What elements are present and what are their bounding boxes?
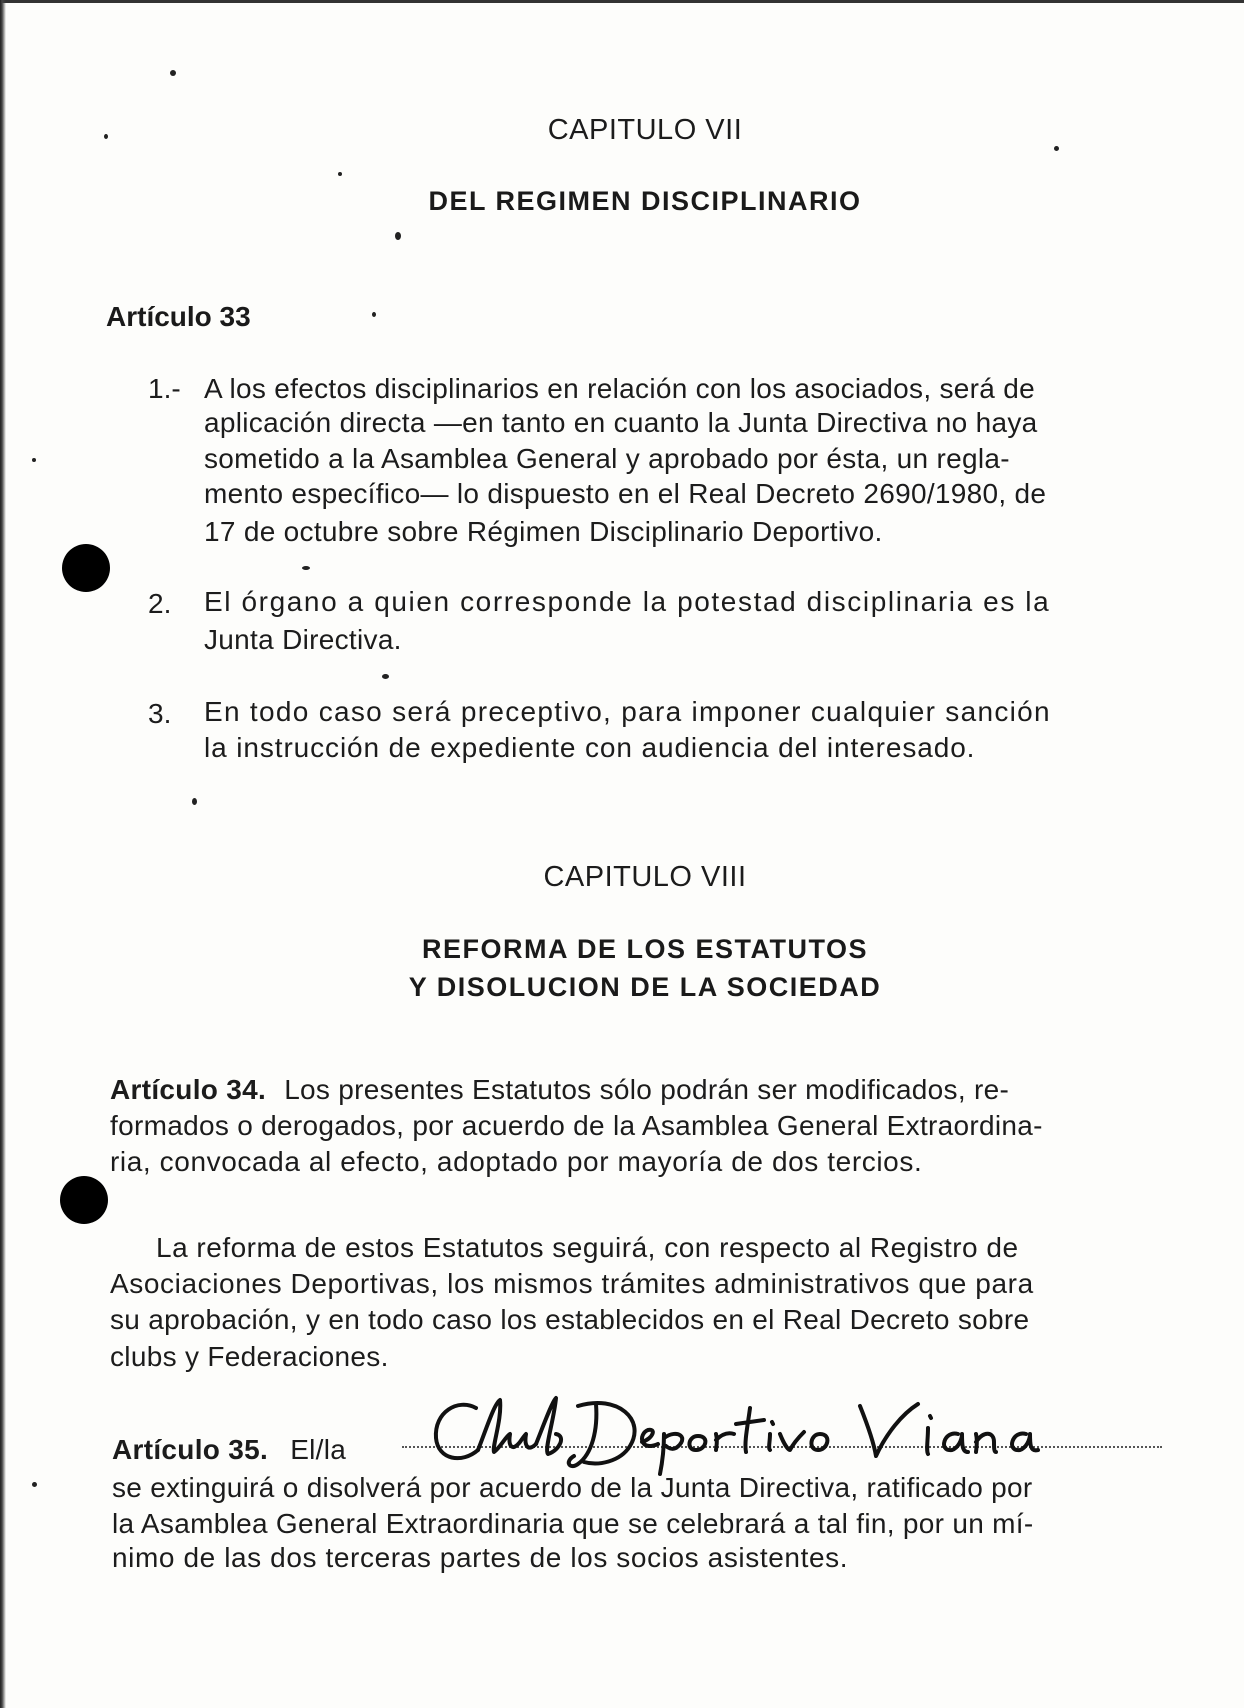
article-33-heading: Artículo 33 bbox=[106, 301, 251, 332]
chapter-8-title-line-2: Y DISOLUCION DE LA SOCIEDAD bbox=[408, 972, 882, 1002]
punch-hole-top bbox=[62, 544, 110, 592]
scan-speck bbox=[395, 232, 401, 240]
article-34-label: Artículo 34. bbox=[110, 1074, 267, 1105]
scan-speck bbox=[170, 70, 176, 76]
handwritten-club-name bbox=[428, 1390, 1048, 1480]
article-34-text-1: Los presentes Estatutos sólo podrán ser modificados, re- bbox=[284, 1074, 1010, 1105]
article-34-para2-line-3: su aprobación, y en todo caso los establecidos en el Real Decreto sobre bbox=[110, 1304, 1030, 1335]
scan-speck bbox=[192, 798, 197, 805]
punch-hole-bottom bbox=[60, 1176, 108, 1224]
item-3-line-1: En todo caso será preceptivo, para imponer cualquier sanción bbox=[204, 696, 1051, 727]
item-2-number: 2. bbox=[148, 588, 172, 619]
article-34-para2-line-2: Asociaciones Deportivas, los mismos trámites administrativos que para bbox=[110, 1268, 1034, 1299]
article-35-line-3: la Asamblea General Extraordinaria que se celebrará a tal fin, por un mí- bbox=[112, 1508, 1034, 1539]
item-2-line-1: El órgano a quien corresponde la potestad disciplinaria es la bbox=[204, 586, 1051, 617]
article-34-line-3: ria, convocada al efecto, adoptado por mayoría de dos tercios. bbox=[110, 1146, 923, 1177]
scan-speck bbox=[32, 1482, 37, 1487]
scan-speck bbox=[302, 566, 310, 570]
article-34-para2-line-4: clubs y Federaciones. bbox=[110, 1341, 389, 1372]
chapter-8-heading: CAPITULO VIII bbox=[543, 861, 747, 893]
article-34-line-1 bbox=[110, 1074, 1009, 1106]
page-top-edge bbox=[0, 0, 1244, 3]
chapter-7-heading: CAPITULO VII bbox=[547, 114, 743, 146]
item-1-number: 1.- bbox=[148, 373, 181, 404]
item-1-line-4: mento específico— lo dispuesto en el Real Decreto 2690/1980, de bbox=[204, 478, 1047, 509]
item-1-line-5: 17 de octubre sobre Régimen Disciplinario Deportivo. bbox=[204, 516, 883, 547]
item-3-number: 3. bbox=[148, 698, 172, 729]
article-35-label: Artículo 35. bbox=[112, 1434, 269, 1465]
article-35-line-1 bbox=[112, 1434, 346, 1466]
article-35-line-2: se extinguirá o disolverá por acuerdo de la Junta Directiva, ratificado por bbox=[112, 1472, 1033, 1503]
scan-speck bbox=[32, 458, 36, 462]
article-34-para2-line-1: La reforma de estos Estatutos seguirá, con respecto al Registro de bbox=[156, 1232, 1019, 1263]
item-2-line-2: Junta Directiva. bbox=[204, 624, 402, 655]
article-34-line-2: formados o derogados, por acuerdo de la Asamblea General Extraordina- bbox=[110, 1110, 1043, 1141]
item-1-line-3: sometido a la Asamblea General y aprobado por ésta, un regla- bbox=[204, 443, 1010, 474]
page-left-edge bbox=[0, 0, 6, 1708]
article-35-prefix: El/la bbox=[290, 1434, 347, 1465]
chapter-7-title: DEL REGIMEN DISCIPLINARIO bbox=[428, 186, 862, 216]
article-35-line-4: nimo de las dos terceras partes de los socios asistentes. bbox=[112, 1542, 849, 1573]
item-1-line-1: A los efectos disciplinarios en relación con los asociados, será de bbox=[204, 373, 1035, 404]
scan-speck bbox=[338, 172, 342, 176]
scan-speck bbox=[372, 312, 376, 317]
chapter-8-title-line-1: REFORMA DE LOS ESTATUTOS bbox=[421, 934, 868, 964]
item-3-line-2: la instrucción de expediente con audiencia del interesado. bbox=[204, 732, 976, 763]
scan-speck bbox=[382, 674, 389, 679]
item-1-line-2: aplicación directa —en tanto en cuanto la Junta Directiva no haya bbox=[204, 407, 1038, 438]
